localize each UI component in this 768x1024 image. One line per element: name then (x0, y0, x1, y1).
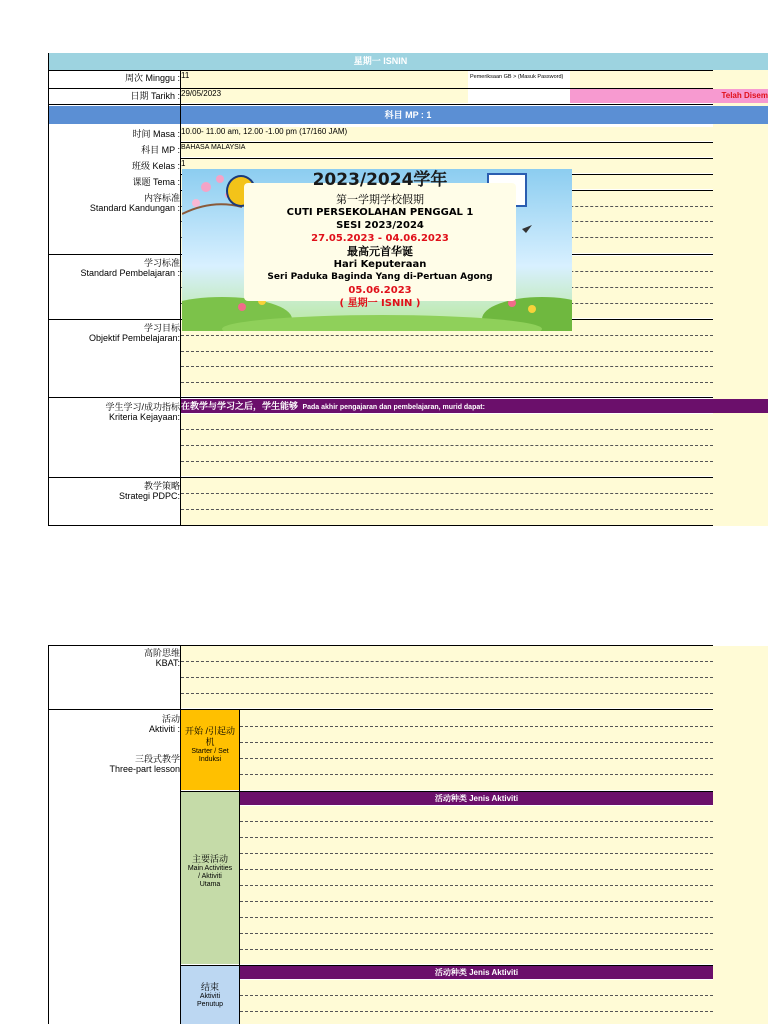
closing-field[interactable] (240, 980, 713, 1024)
activity-label: 活动 Aktiviti : (148, 714, 180, 734)
starter-field[interactable] (240, 710, 713, 790)
strategy-label: 教学策略 Strategi PDPC: (118, 481, 180, 501)
subject-value[interactable]: BAHASA MALAYSIA (181, 143, 713, 157)
time-label: 时间 Masa : (132, 129, 180, 139)
banner-line3: SESI 2023/2024 (336, 220, 424, 231)
week-value[interactable]: 11 (181, 71, 468, 88)
learning-standard-label: 学习标准 Standard Pembelajaran : (80, 258, 180, 278)
right-cream-column (713, 70, 768, 526)
objective-field[interactable] (181, 320, 713, 396)
class-label: 班级 Kelas : (131, 161, 180, 171)
main-activity-type-header: 活动种类 Jenis Aktiviti (240, 792, 713, 805)
banner-card (244, 170, 516, 309)
holiday-banner-image (182, 169, 572, 331)
inspection-note: Pemeriksaan GB > (Masuk Password) (470, 74, 564, 80)
criteria-label: 学生学习/成功指标 Kriteria Kejayaan: (105, 402, 180, 422)
main-activity-cell: 主要活动 Main Activities / Aktiviti Utama (181, 792, 239, 964)
content-standard-label: 内容标准 Standard Kandungan : (89, 193, 180, 213)
right-cream-column-bottom (713, 708, 768, 1024)
time-value[interactable]: 10.00- 11.00 am, 12.00 -1.00 pm (17/160 JAM) (181, 127, 713, 141)
week-label: 周次 Minggu : (124, 73, 180, 83)
subject-no-header: 科目 MP : 1 (48, 106, 768, 124)
three-part-label: 三段式教学 Three-part lesson (109, 754, 180, 774)
banner-line4: 最高元首华诞 (347, 245, 413, 258)
date-label: 日期 Tarikh : (130, 91, 180, 101)
closing-cell: 结束 Aktiviti Penutup (181, 966, 239, 1024)
objective-label: 学习目标 Objektif Pembelajaran: (88, 323, 180, 343)
class-value[interactable]: 1 (181, 159, 713, 173)
criteria-prompt: 在教学与学习之后，学生能够 Pada akhir pengajaran dan pembelajaran, murid dapat: (181, 399, 768, 413)
strategy-field[interactable] (181, 478, 713, 525)
banner-line6: Seri Paduka Baginda Yang di-Pertuan Agong (267, 272, 493, 282)
banner-year: 2023/2024学年 (312, 170, 448, 190)
theme-label: 课题 Tema : (132, 177, 180, 187)
kbat-label: 高阶思维 KBAT: (143, 648, 180, 668)
closing-type-header: 活动种类 Jenis Aktiviti (240, 966, 713, 979)
subject-label: 科目 MP : (141, 145, 180, 155)
banner-day2: ( 星期一 ISNIN ) (339, 298, 421, 309)
header-extension (713, 53, 768, 70)
password-field[interactable] (570, 71, 713, 88)
banner-dates: 27.05.2023 - 04.06.2023 (311, 233, 449, 244)
approval-status: Telah Disem (570, 89, 768, 103)
banner-line1: 第一学期学校假期 (336, 193, 424, 206)
banner-line5: Hari Keputeraan (333, 259, 427, 270)
date-value[interactable]: 29/05/2023 (181, 89, 468, 103)
day-header: 星期一 ISNIN (48, 53, 713, 70)
banner-line2: CUTI PERSEKOLAHAN PENGGAL 1 (286, 207, 474, 218)
banner-date2: 05.06.2023 (348, 285, 412, 296)
starter-cell: 开始 /引起动机 Starter / Set Induksi (181, 710, 239, 790)
